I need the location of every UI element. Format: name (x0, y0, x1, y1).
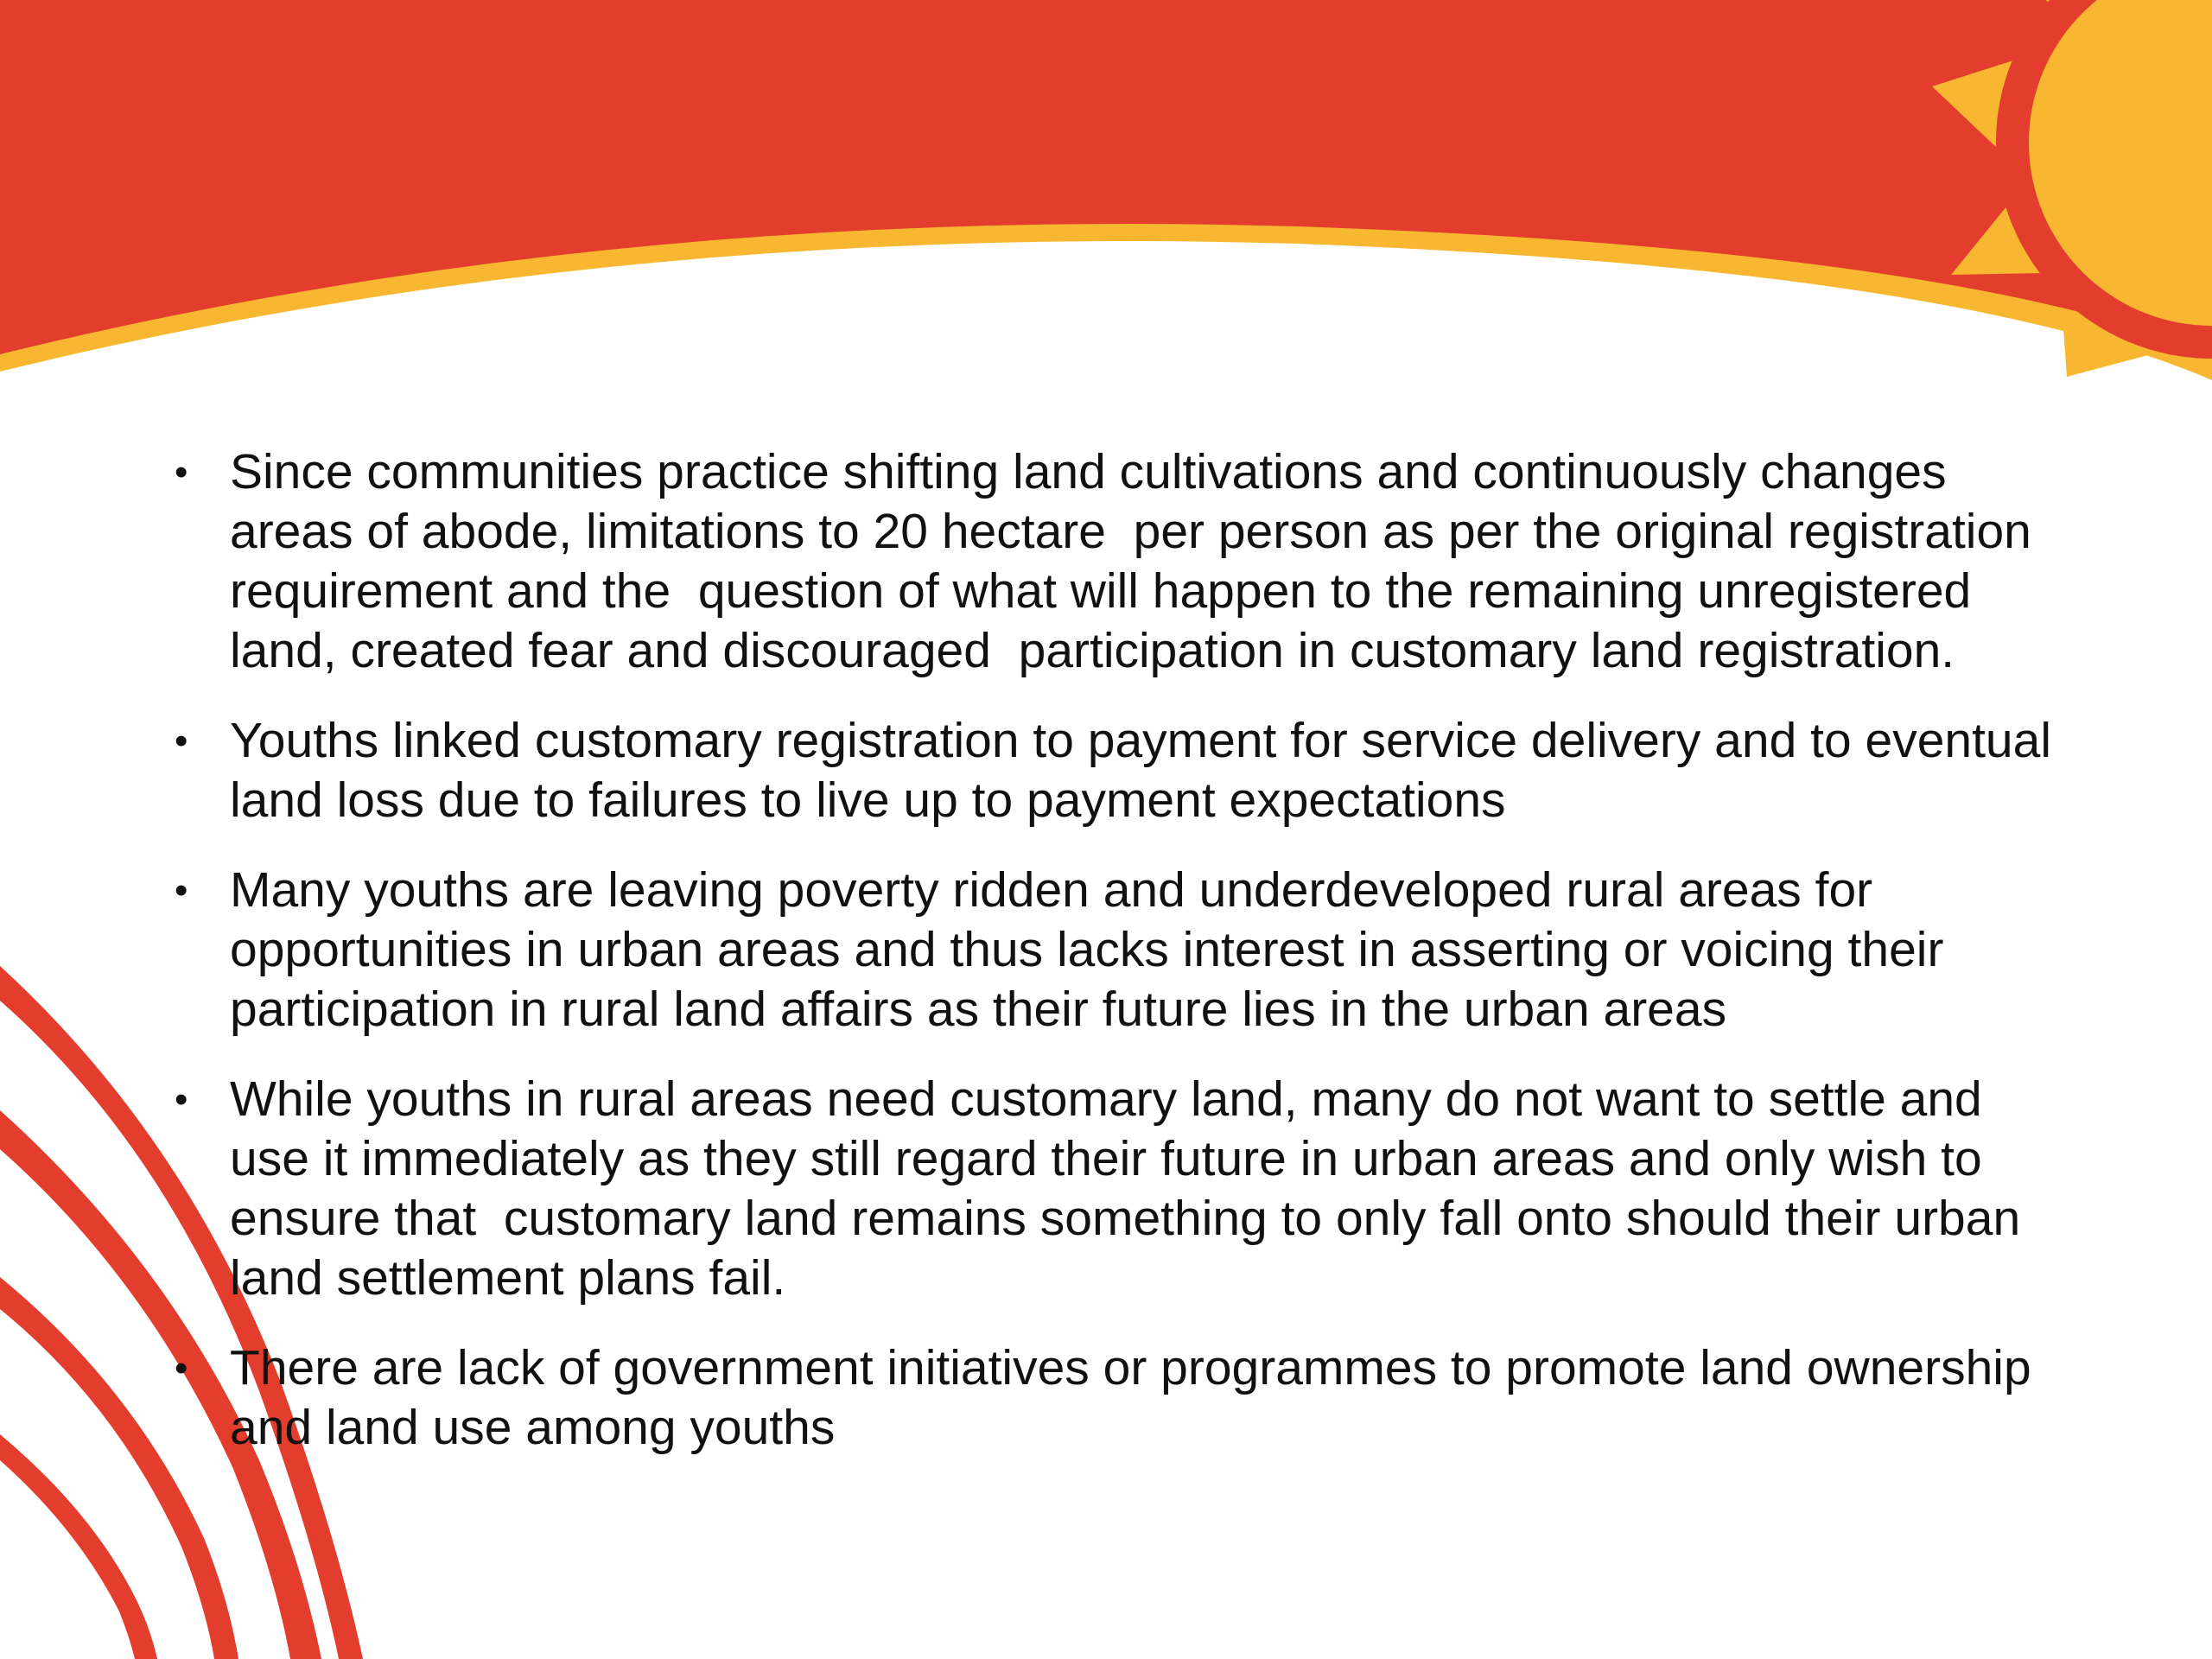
bullet-item (164, 1070, 2065, 1308)
bullet-item (164, 442, 2065, 681)
bullet-marker: • (175, 1347, 188, 1389)
bullet-marker: • (175, 1078, 188, 1121)
bullet-text: While youths in rural areas need customary land, many do not want to settle and use it immediately as they still regard their future in urban areas and only wish to ensure that customary land remains something to only fall onto should their urban land settlement plans fail. (230, 1071, 2034, 1306)
bullet-marker: • (175, 720, 188, 762)
bullet-text: Youths linked customary registration to payment for service delivery and to eventual land loss due to failures to live up to payment expectations (230, 713, 2065, 828)
bullet-item (164, 861, 2065, 1039)
bullet-text: There are lack of government initiatives or programmes to promote land ownership and land use among youths (230, 1340, 2045, 1455)
bullet-item (164, 711, 2065, 830)
bullet-text: Many youths are leaving poverty ridden and underdeveloped rural areas for opportunities in urban areas and thus lacks interest in asserting or voicing their participation in rural land affairs as their future lies in the urban areas (230, 862, 1958, 1037)
bullet-marker: • (175, 451, 188, 493)
bullet-text: Since communities practice shifting land cultivations and continuously changes areas of abode, limitations to 20 hectare per person as per the original registration requirement and the question of what will happen to the remaining unregistered land, created fear and discouraged participation in customary land registration. (230, 444, 2045, 678)
bullet-list (164, 442, 2065, 1458)
bullet-marker: • (175, 869, 188, 912)
slide-content (164, 442, 2065, 1488)
bullet-item (164, 1338, 2065, 1458)
